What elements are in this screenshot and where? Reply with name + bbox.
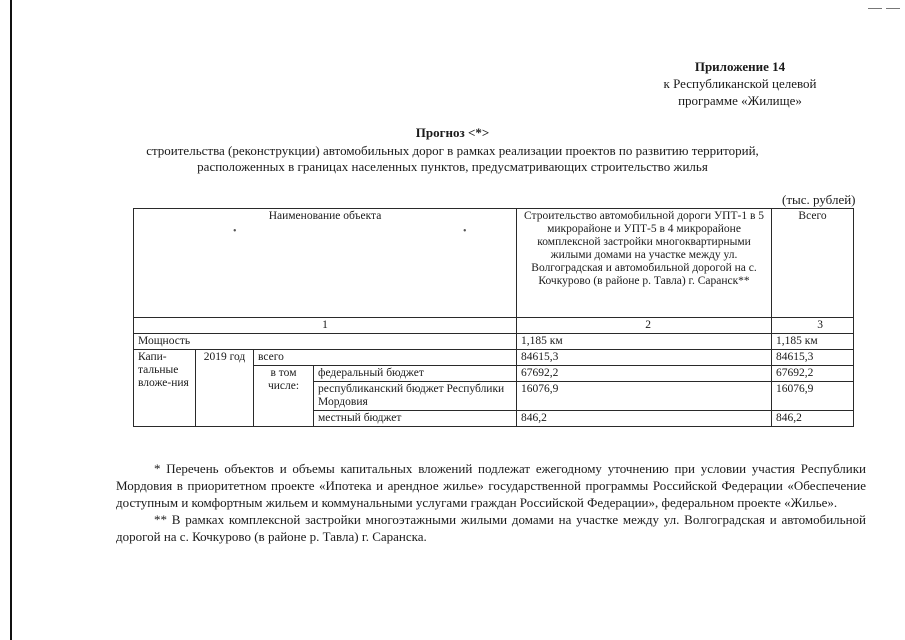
column-numbers-row <box>134 318 854 334</box>
forecast-table <box>133 208 854 427</box>
scan-mark <box>886 8 900 9</box>
budget-value: 846,2 <box>517 411 772 427</box>
investments-year: 2019 год <box>196 350 254 427</box>
header-total: Всего <box>772 209 854 318</box>
budget-label: федеральный бюджет <box>314 366 517 382</box>
power-label: Мощность <box>134 334 517 350</box>
appendix-title: Приложение 14 <box>694 59 786 74</box>
scan-dot: • <box>463 226 467 237</box>
header-object: Строительство автомобильной дороги УПТ-1 в 5 микрорайоне и УПТ-5 в 4 микрорайоне комплексной застройки многоквартирными жилыми домами на участке между ул. Волгоградская и автомобильной дорогой на с. Кочкурово (в районе р. Тавла) г. Саранск** <box>517 209 772 318</box>
scan-edge-line <box>10 0 12 640</box>
scan-mark <box>868 8 882 9</box>
budget-total: 846,2 <box>772 411 854 427</box>
budget-value: 67692,2 <box>517 366 772 382</box>
column-number-1: 1 <box>134 318 517 334</box>
budget-total: 67692,2 <box>772 366 854 382</box>
budget-total: 16076,9 <box>772 382 854 411</box>
investments-label: Капи-тальные вложе-ния <box>134 350 196 427</box>
column-number-3: 3 <box>772 318 854 334</box>
notes <box>116 460 866 545</box>
power-total: 1,185 км <box>772 334 854 350</box>
document-subtitle-line-1: строительства (реконструкции) автомобильных дорог в рамках реализации проектов по развитию территорий, <box>146 143 759 158</box>
footnote-2: ** В рамках комплексной застройки многоэтажными жилыми домами на участке между ул. Волгоградская и автомобильной дорогой на с. Кочкурово (в районе р. Тавла) г. Саранска. <box>116 512 866 544</box>
document-title: Прогноз <*> <box>415 125 490 140</box>
investments-all-label: всего <box>254 350 517 366</box>
scan-dot: • <box>233 226 237 237</box>
investments-all-value: 84615,3 <box>517 350 772 366</box>
appendix-line-2: программе «Жилище» <box>678 93 802 108</box>
budget-label: республиканский бюджет Республики Мордовия <box>314 382 517 411</box>
header-name: Наименование объекта • • <box>134 209 517 318</box>
investments-all-total: 84615,3 <box>772 350 854 366</box>
budget-value: 16076,9 <box>517 382 772 411</box>
including-label: в том числе: <box>254 366 314 427</box>
units-label: (тыс. рублей) <box>782 192 856 207</box>
appendix-line-1: к Республиканской целевой <box>663 76 817 91</box>
footnote-1: * Перечень объектов и объемы капитальных вложений подлежат ежегодному уточнению при условии участия Республики Мордовия в приоритетном проекте «Ипотека и арендное жилье» государственной программы Российской Федерации «Обеспечение доступным и комфортным жильем и коммунальными услугами граждан Российской Федерации», федеральном проекте «Жилье». <box>116 461 866 510</box>
column-number-2: 2 <box>517 318 772 334</box>
investment-all-row <box>134 350 854 366</box>
header-row <box>134 209 854 318</box>
power-value: 1,185 км <box>517 334 772 350</box>
document-subtitle-line-2: расположенных в границах населенных пунктов, предусматривающих строительство жилья <box>197 159 708 174</box>
budget-label: местный бюджет <box>314 411 517 427</box>
power-row <box>134 334 854 350</box>
